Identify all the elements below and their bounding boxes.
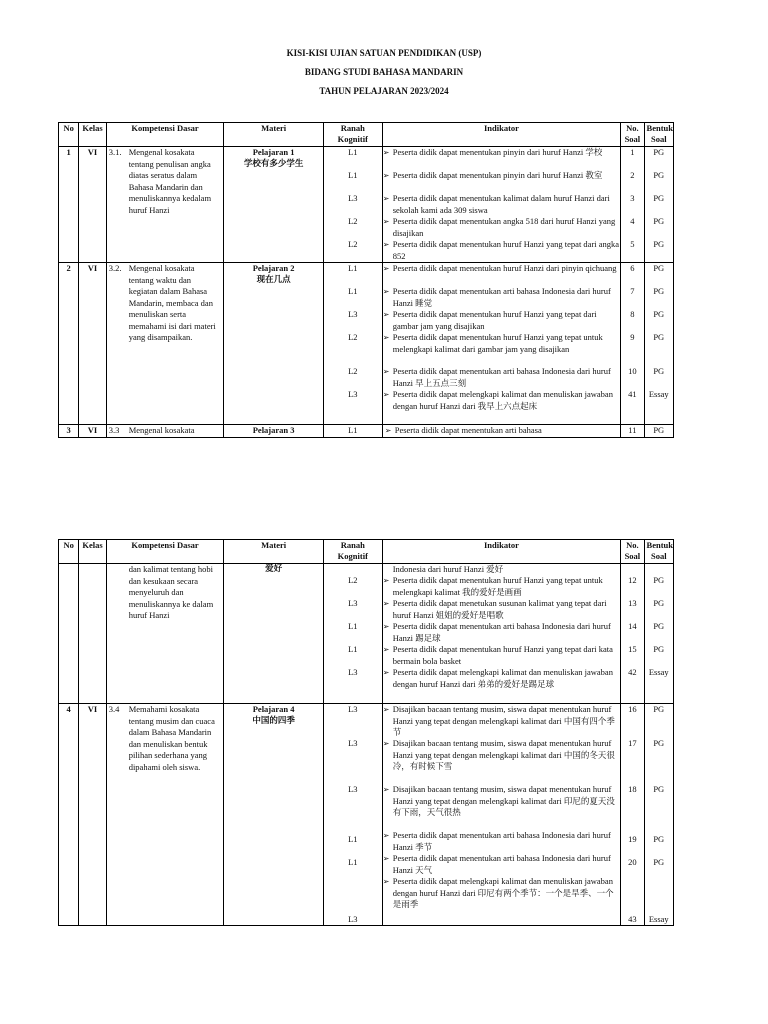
row-bentuk: PG — [644, 425, 673, 438]
col-ranah: Ranah Kognitif — [323, 540, 382, 564]
row-no: 2 — [59, 263, 79, 425]
indikator-item: ➢ Peserta didik dapat menentukan pinyin dari huruf Hanzi 学校 — [382, 147, 603, 157]
indikator-item: ➢ Disajikan bacaan tentang musim, siswa dapat menentukan huruf Hanzi yang tepat dengan melengkapi kalimat dari 中国有四个季节 — [382, 704, 615, 737]
row-kompetensi: 3.1. Mengenal kosakata tentang penulisan angka diatas seratus dalam Bahasa Mandarin dan menuliskannya kedalam huruf Hanzi — [106, 147, 224, 263]
indikator-item: ➢ Peserta didik dapat menetukan susunan kalimat yang tepat dari huruf Hanzi 姐姐的爱好是唱歌 — [382, 598, 607, 620]
indikator-item: ➢ Peserta didik dapat melengkapi kalimat dan menuliskan jawaban dengan huruf Hanzi dari 弟弟的爱好是踢足球 — [382, 667, 613, 689]
row-indikator — [382, 564, 620, 704]
indikator-item: ➢ Peserta didik dapat menentukan arti bahasa Indonesia dari huruf Hanzi 睡觉 — [382, 286, 611, 308]
indikator-item: ➢ Peserta didik dapat menentukan angka 518 dari huruf Hanzi yang disajikan — [382, 216, 616, 238]
col-bentuk-soal: Bentuk Soal — [644, 123, 673, 147]
row-ranah: L1 L1 L3 L2 L2 L3 — [323, 263, 382, 425]
indikator-item: ➢ Peserta didik dapat menentukan arti bahasa Indonesia dari huruf Hanzi 天气 — [382, 853, 611, 875]
row-kelas: VI — [79, 425, 106, 438]
col-kelas: Kelas — [79, 540, 106, 564]
row-bentuk: PG PG PG PG PG — [644, 147, 673, 263]
row-kelas: VI — [79, 263, 106, 425]
indikator-item: ➢ Peserta didik dapat menentukan huruf Hanzi yang tepat dari angka 852 — [382, 239, 620, 261]
row-bentuk: PG PG PG PG PG Essay — [644, 704, 673, 926]
indikator-item: ➢ Peserta didik dapat melengkapi kalimat dan menuliskan jawaban dengan huruf Hanzi dari 我早上六点起床 — [382, 389, 613, 411]
table-row — [59, 263, 674, 425]
col-no: No — [59, 123, 79, 147]
indikator-item: ➢ Peserta didik dapat menentukan arti bahasa Indonesia dari huruf Hanzi 踢足球 — [382, 621, 611, 643]
indikator-item: ➢ Peserta didik dapat menentukan huruf Hanzi yang tepat dari gambar jam yang disajikan — [382, 309, 597, 331]
kisi-table-page1 — [58, 122, 674, 438]
row-kelas — [79, 564, 106, 704]
row-materi: 爱好 — [224, 564, 323, 704]
row-no: 1 — [59, 147, 79, 263]
col-materi: Materi — [224, 540, 323, 564]
row-no-soal: 11 — [621, 425, 644, 438]
indikator-item: ➢ Disajikan bacaan tentang musim, siswa dapat menentukan huruf Hanzi yang tepat dengan melengkapi kalimat dari 中国的冬天很冷，有时候下雪 — [382, 738, 615, 771]
table-row — [59, 564, 674, 704]
table-row — [59, 425, 674, 438]
col-no: No — [59, 540, 79, 564]
row-kompetensi: dan kalimat tentang hobi dan kesukaan secara menyeluruh dan menuliskannya ke dalam huruf Hanzi — [106, 564, 224, 704]
row-no-soal: 6 7 8 9 10 41 — [621, 263, 644, 425]
indikator-item: ➢ Peserta didik dapat menentukan huruf Hanzi yang tepat dari kata bermain bola basket — [382, 644, 613, 666]
col-no-soal: No. Soal — [621, 540, 644, 564]
row-indikator — [382, 147, 620, 263]
row-materi: Pelajaran 4 中国的四季 — [224, 704, 323, 926]
row-kompetensi: 3.2. Mengenal kosakata tentang waktu dan kegiatan dalam Bahasa Mandarin, membaca dan menuliskan serta memahami isi dari materi yang disampaikan. — [106, 263, 224, 425]
indikator-item: ➢ Peserta didik dapat menentukan huruf Hanzi yang tepat untuk melengkapi kalimat dari gambar jam yang disajikan — [382, 332, 603, 354]
row-bentuk: PG PG PG PG PG Essay — [644, 263, 673, 425]
row-no — [59, 564, 79, 704]
doc-year: TAHUN PELAJARAN 2023/2024 — [319, 86, 449, 96]
row-ranah: L2 L3 L1 L1 L3 — [323, 564, 382, 704]
row-indikator: ➢ Peserta didik dapat menentukan arti bahasa — [382, 425, 620, 438]
col-materi: Materi — [224, 123, 323, 147]
col-kompetensi-dasar: Kompetensi Dasar — [106, 123, 224, 147]
row-no-soal: 12 13 14 15 42 — [621, 564, 644, 704]
table-row — [59, 147, 674, 263]
row-no: 4 — [59, 704, 79, 926]
table-header-row — [59, 123, 674, 147]
indikator-item: ➢ Disajikan bacaan tentang musim, siswa dapat menentukan huruf Hanzi yang tepat dengan melengkapi kalimat dari 印尼的夏天没有下雨，天气很热 — [382, 784, 615, 817]
indikator-item: ➢ Peserta didik dapat menentukan arti bahasa Indonesia dari huruf Hanzi 早上五点三刻 — [382, 366, 611, 388]
col-kelas: Kelas — [79, 123, 106, 147]
row-indikator — [382, 704, 620, 926]
indikator-item: ➢ Peserta didik dapat menentukan pinyin dari huruf Hanzi 教室 — [382, 170, 603, 180]
col-indikator: Indikator — [382, 123, 620, 147]
row-materi: Pelajaran 3 — [224, 425, 323, 438]
row-ranah: L1 — [323, 425, 382, 438]
row-kompetensi: 3.3 Mengenal kosakata — [106, 425, 224, 438]
row-materi: Pelajaran 1 学校有多少学生 — [224, 147, 323, 263]
row-kompetensi: 3.4 Memahami kosakata tentang musim dan cuaca dalam Bahasa Mandarin dan menuliskan bentuk pilihan sederhana yang dipahami oleh siswa. — [106, 704, 224, 926]
indikator-item: ➢ Peserta didik dapat menentukan kalimat dalam huruf Hanzi dari sekolah kami ada 309 siswa — [382, 193, 610, 215]
row-kelas: VI — [79, 704, 106, 926]
indikator-item: ➢ Peserta didik dapat melengkapi kalimat dan menuliskan jawaban dengan huruf Hanzi dari 印尼有两个季节：一个是旱季、一个是雨季 — [382, 876, 614, 909]
row-materi: Pelajaran 2 现在几点 — [224, 263, 323, 425]
doc-subject: BIDANG STUDI BAHASA MANDARIN — [304, 67, 464, 77]
kisi-table-page2 — [58, 539, 674, 926]
indikator-item: ➢ Peserta didik dapat menentukan huruf Hanzi yang tepat untuk melengkapi kalimat 我的爱好是画画 — [382, 575, 603, 597]
doc-title: KISI-KISI UJIAN SATUAN PENDIDIKAN (USP) — [286, 48, 482, 58]
col-bentuk-soal: Bentuk Soal — [644, 540, 673, 564]
col-no-soal: No. Soal — [621, 123, 644, 147]
indikator-item: Indonesia dari huruf Hanzi 爱好 — [392, 564, 504, 574]
indikator-item: ➢ Peserta didik dapat menentukan arti bahasa Indonesia dari huruf Hanzi 季节 — [382, 830, 611, 852]
table-header-row — [59, 540, 674, 564]
row-kelas: VI — [79, 147, 106, 263]
row-indikator — [382, 263, 620, 425]
col-kompetensi-dasar: Kompetensi Dasar — [106, 540, 224, 564]
row-no: 3 — [59, 425, 79, 438]
row-ranah: L3 L3 L3 L1 L1 L3 — [323, 704, 382, 926]
row-no-soal: 16 17 18 19 20 43 — [621, 704, 644, 926]
row-bentuk: PG PG PG PG Essay — [644, 564, 673, 704]
table-row — [59, 704, 674, 926]
row-no-soal: 1 2 3 4 5 — [621, 147, 644, 263]
col-indikator: Indikator — [382, 540, 620, 564]
row-ranah: L1 L1 L3 L2 L2 — [323, 147, 382, 263]
col-ranah: Ranah Kognitif — [323, 123, 382, 147]
indikator-item: ➢ Peserta didik dapat menentukan huruf Hanzi dari pinyin qichuang — [382, 263, 617, 273]
